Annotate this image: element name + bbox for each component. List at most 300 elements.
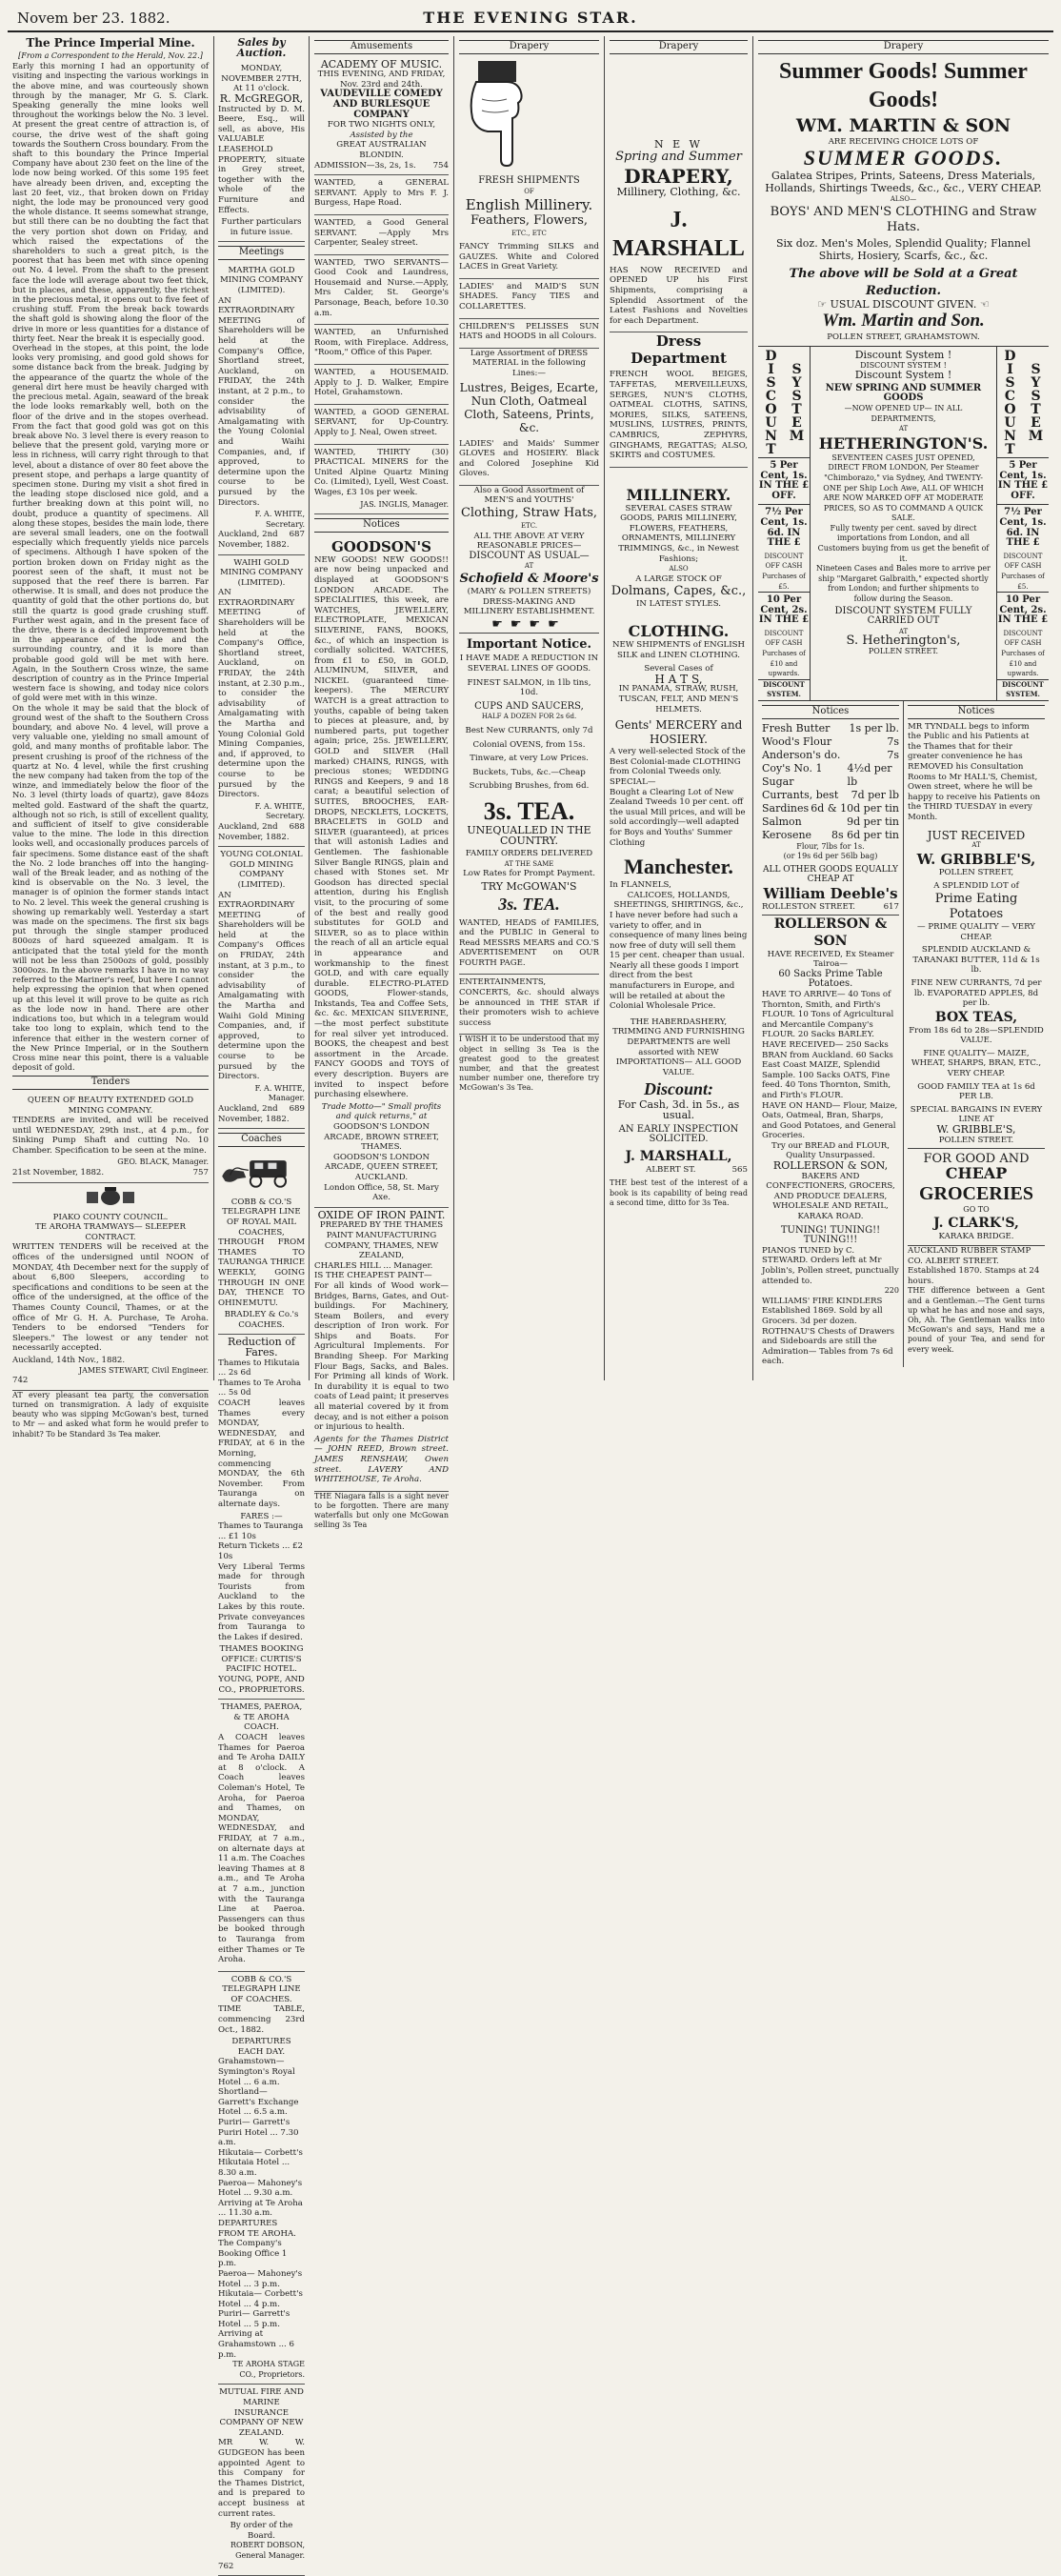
new-spring-goods: NEW SPRING AND SUMMER GOODS [825,382,982,404]
family-tea: GOOD FAMILY TEA at 1s 6d PER LB. [917,1081,1035,1102]
ad-body: WANTED, a GOOD GENERAL SERVANT, for Up-Country. Apply to J. Neal, Owen street. [314,407,449,437]
ad-number: 687 [289,530,305,540]
discount-cash: For Cash, 3d. in 5s., as usual. [617,1098,740,1121]
ad-number: 757 [192,1168,209,1178]
s-hetherington: S. Hetherington's, [846,634,961,649]
ad-signature: F. A. WHITE, Manager. [254,1083,305,1103]
ad-body: TENDERS are invited, and will be received until WEDNESDAY, 29th inst., at 4 p.m., for Sinking Pump Shaft and cutting No. 10 Chamber. Specification to be seen at the mine. [12,1116,209,1156]
currants-item: Best New CURRANTS, only 7d [465,725,593,735]
timetable-row: Shortland— Garrett's Exchange Hotel ... 6.5 a.m. [218,2087,299,2118]
ad-goodsons [314,535,449,1208]
spring-summer: Spring and Summer [615,150,742,165]
brushes-item: Scrubbing Brushes, from 6d. [469,781,590,792]
item-text: CHILDREN'S PELISSES SUN HATS and HOODS in all Colours. [459,321,599,342]
ad-date: THIS EVENING, AND FRIDAY, Nov. 23rd and 24th. [317,70,446,90]
fare-row: Thames to Hikutaia ... 2s 6d [218,1358,300,1379]
manchester-title: Manchester. [624,855,733,879]
tinware-item: Tinware, at very Low Prices. [470,754,589,764]
large-stock: A LARGE STOCK OF [635,574,722,584]
section-header-tenders: Tenders [12,1076,209,1090]
tyndall-notice: MR TYNDALL begs to inform the Public and his Patients at the Thames that for their greater convenience he has REMOVED his Consultation Rooms to Mr HALL'S, Chemist, Owen street, where he will be happy to receive his Patients on the THIRD TUESDAY in every Month. [908,721,1041,822]
wanted-ad [314,215,449,255]
cups-item: CUPS AND SAUCERS, [474,700,584,712]
for-good: FOR GOOD AND [923,1152,1030,1167]
new-label: N E W [654,137,703,151]
coat-of-arms-icon [82,1186,139,1207]
try-mcgowans: TRY McGOWAN'S [481,879,577,893]
usual-discount: USUAL DISCOUNT GIVEN. [830,297,977,311]
reduction-sub: SEVERAL LINES OF GOODS. [467,664,591,674]
tuning: TUNING! TUNING!! TUNING!!! [780,1224,881,1246]
masthead-date: Novem ber 23. 1882. [17,10,170,27]
pc5-box: 5 Per Cent, 1s. IN THE £ OFF. [758,457,810,504]
clothing-straw-hats: Clothing, Straw Hats, [460,506,598,521]
clothing-body: NEW SHIPMENTS of ENGLISH SILK and LINEN CLOTHING. [611,640,746,660]
section-header-drapery: Drapery [459,40,599,54]
tea-headline-2: 3s. TEA. [498,894,560,914]
discount-title: Discount: [643,1079,713,1099]
summer-goods-title: SUMMER GOODS. [803,146,1004,171]
marshall-intro [610,263,748,333]
meeting-young-colonial [218,847,305,1129]
show-assist: Assisted by the [350,130,413,140]
ad-reduction-of-fares [218,1335,305,1700]
calicoes-list: CALICOES, HOLLANDS, SHEETINGS, SHIRTINGS, &c., [613,890,744,911]
pc10-body: DISCOUNT OFF CASH Purchases of £10 and upwards. [762,629,806,678]
price-item: Fresh Butter [762,721,831,735]
price-value: 8s 6d per tin [831,828,899,841]
item-text: LADIES' and Maids' Summer GLOVES and HOSIERY. Black and Colored Josephine Kid Gloves. [459,438,599,479]
prime-quality: — PRIME QUALITY — VERY CHEAP. [917,921,1035,942]
etc-label: ETC., ETC [511,230,547,238]
millinery-title: MILLINERY. [626,485,731,504]
six-doz: Six doz. Men's Moles, Splendid Quality; Flannel Shirts, Hosiery, Scarfs, &c., &c. [775,236,1031,262]
lustres-list: Lustres, Beiges, Ecarte, Nun Cloth, Oatmeal Cloth, Sateens, Prints, &c. [459,380,599,434]
karaka-bridge: KARAKA BRIDGE. [908,1232,1045,1246]
auckland-butter: SPLENDID AUCKLAND & TARANAKI BUTTER, 11d & 1s lb. [912,945,1040,976]
all-other-goods: ALL OTHER GOODS EQUALLY CHEAP AT [762,864,898,885]
splendid-lot: A SPLENDID LOT of [933,881,1019,892]
meeting-waihi [218,555,305,848]
ad-body: WANTED, a HOUSEMAID. Apply to J. D. Walker, Empire Hotel, Grahamstown. [314,368,449,398]
just-received: JUST RECEIVED [927,828,1026,842]
drapery-item [459,436,599,486]
ad-signature: YOUNG, POPE, AND CO., PROPRIETORS. [218,1675,305,1695]
potatoes: 60 Sacks Prime Table Potatoes. [778,968,883,990]
discount-vertical: DISCOUNT [1002,348,1018,455]
ad-signature: TE AROHA STAGE CO., Proprietors. [232,2360,305,2379]
item-text: LADIES' and MAID'S SUN SHADES. Fancy TIES and COLLARETTES. [459,281,599,312]
family-orders: FAMILY ORDERS DELIVERED [465,849,593,859]
column-footer: THE difference between a Gent and a Gentleman.—The Gent turns up what he has and nose and says, Oh, Ah. The Gentleman walks into McGowan's and says, Hand me a pound of your Tea, and send for every week. [908,1286,1045,1354]
price-row [762,722,899,735]
wanted-ad [314,405,449,445]
departures-heading: DEPARTURES EACH DAY. [231,2037,291,2057]
masthead-title: THE EVENING STAR. [423,9,638,27]
receiving-label: ARE RECEIVING CHOICE LOTS OF [828,136,979,147]
pc7-body: DISCOUNT OFF CASH Purchases of £5. [1001,552,1045,591]
ad-maker: PREPARED BY THE THAMES PAINT MANUFACTURING COMPANY, THAMES, NEW ZEALAND, [319,1220,444,1261]
unequalled: UNEQUALLED IN THE COUNTRY. [467,823,591,847]
fare-row: Thames to Tauranga ... £1 10s [218,1521,304,1541]
ad-body: HAS NOW RECEIVED and OPENED UP his First Shipments, comprising a Splendid Assortment of the Latest Fashions and Novelties for each Department. [610,265,748,326]
salmon-item: FINEST SALMON, in 1lb tins, 10d. [467,677,591,698]
pc10-body: DISCOUNT OFF CASH Purchases of £10 and upwards. [1001,629,1045,678]
discount-middle [810,347,997,700]
drapery-item [459,239,599,279]
price-row [762,802,899,815]
wanted-ad [314,325,449,365]
of-label: OF [524,187,534,195]
booking-office: THAMES BOOKING OFFICE: CURTIS'S PACIFIC HOTEL. [219,1644,304,1675]
system-vertical: SYSTEM [1028,361,1044,442]
galatea-list: Galatea Stripes, Prints, Sateens, Dress Materials, Hollands, Shirtings Tweeds, &c., &c., VERY CHEAP. [765,170,1042,195]
english-millinery: English Millinery. [465,196,593,214]
special-bargains: SPECIAL BARGAINS IN EVERY LINE AT [910,1104,1043,1125]
ds-small: DISCOUNT SYSTEM. [758,679,810,700]
notices-split [758,701,1049,1367]
ad-title: COBB & CO.'S TELEGRAPH LINE OF ROYAL MAIL COACHES, [222,1197,301,1238]
price-row [762,749,899,762]
ad-body: WANTED, HEADS of FAMILIES, and the PUBLIC in General to Read MESSRS MEARS and CO.'S ADVERTISEMENT on OUR FOURTH PAGE. [459,917,599,968]
millinery-body: SEVERAL CASES STRAW GOODS, PARIS MILLINERY, FLOWERS, FEATHERS, ORNAMENTS, MILLINERY TRIMMINGS, &c., in Newest Fashions; [618,503,739,564]
price-value: 1s per lb. [849,721,899,735]
also-label: ALSO [669,565,689,574]
price-item: Coy's No. 1 Sugar [762,761,823,788]
timetable-row: Hikutaia— Corbett's Hikutaia Hotel ... 8.30 a.m. [218,2147,303,2178]
heads-of-families [459,916,599,976]
mercery-title: Gents' MERCERY and HOSIERY. [614,718,743,747]
ad-thames-paeroa-coach [218,1700,305,1971]
price-item: Salmon [762,815,802,828]
pointing-hand-icon: ☜ [976,297,990,311]
ad-body: WANTED, a Good General SERVANT. —Apply Mrs Carpenter, Sealey street. [314,217,449,249]
flannels: In FLANNELS, [610,880,671,891]
pollen-street-4: POLLEN STREET. [908,1136,1045,1150]
ad-title: MUTUAL FIRE AND MARINE INSURANCE COMPANY OF NEW ZEALAND. [219,2387,304,2438]
gribble-name: W. GRIBBLE'S, [916,850,1036,868]
tender-piako-county [12,1210,209,1391]
timetable-row: Hikutaia— Corbett's Hotel ... 4 p.m. [218,2289,303,2309]
schofield-address: (MARY & POLLEN STREETS) [467,587,591,597]
timetable-row: DEPARTURES FROM TE AROHA. The Company's Booking Office 1 p.m. [218,2218,296,2269]
pollen-street: POLLEN STREET, GRAHAMSTOWN. [758,332,1049,347]
ad-address: GOODSON'S LONDON ARCADE, QUEEN STREET, AUCKLAND. [324,1152,438,1182]
ad-heading: IS THE CHEAPEST PAINT— [314,1271,432,1281]
boys-clothing: BOYS' AND MEN'S CLOTHING and Straw Hats. [770,204,1037,234]
column-footer: AT every pleasant tea party, the conversation turned on transmigration. A lady of exquisite beauty who was sipping McGowan's best, turned to Mr — and asked what form he would prefer to inhabit? To be Standard 3s Tea maker. [12,1390,209,1439]
ad-academy-of-music [314,57,449,176]
section-header-notices: Notices [762,705,899,719]
pointing-hand-icon: ☞ [817,297,831,311]
ad-title: YOUNG COLONIAL GOLD MINING COMPANY (LIMITED). [220,850,303,890]
ad-date: 21st November, 1882. [12,1168,105,1178]
ad-number: 742 [12,1376,29,1386]
section-header-meetings: Meetings [218,246,305,260]
ad-number: 689 [289,1103,305,1114]
price-row [762,815,899,829]
ad-title: MARTHA GOLD MINING COMPANY (LIMITED). [219,265,304,296]
price-row [762,829,899,842]
ds-small: DISCOUNT SYSTEM. [997,679,1049,700]
ad-motto: Trade Motto—" Small profits and quick returns," at [321,1101,442,1122]
price-value: 6d & 10d per tin [811,801,899,815]
column-footer: THE best test of the interest of a book is its capability of being read a second time, ditto for 3s Tea. [610,1178,748,1207]
box-teas: BOX TEAS, [934,1009,1018,1025]
ad-oxide-of-iron-paint [314,1208,449,1492]
ad-number: 617 [883,902,899,912]
to-arrive: HAVE TO ARRIVE— 40 Tons of Thornton, Smith, and Firth's FLOUR. 10 Tons of Agricultural and Mercantile Company's FLOUR. 20 Sacks BARLEY. [762,989,894,1040]
section-header-sales: Sales by Auction. [236,36,287,59]
ad-number: 754 [432,160,449,171]
show-star: GREAT AUSTRALIAN BLONDIN. [336,140,427,160]
ad-manager: CHARLES HILL ... Manager. [314,1260,433,1271]
ad-body: AN EXTRAORDINARY MEETING of Shareholders will be held at the Company's Office, Shortland street, Auckland, on FRIDAY, the 24th instant, at 2 p.m., to consider the advisability of Amalgamating with the Young Colonial and Waihi Companies, and, if approved, to determine upon the course to be pursued by the Directors. [218,295,305,508]
usual-discount-row [758,297,1049,311]
special-body: Bought a Clearing Lot of New Zealand Tweeds 10 per cent. off the usual Mill prices, and will be sold accordingly—well adapted for Boys and Youths' Summer Clothing [610,787,746,848]
column-footer: I WISH it to be understood that my object in selling 3s Tea is the greatest good to the greatest number, and that the greatest number number one, therefore try McGowan's 3s Tea. [459,1035,599,1093]
timetable-row: Puriri— Garrett's Hotel ... 5 p.m. Arriving at Grahamstown ... 6 p.m. [218,2309,294,2360]
pc5-box: 5 Per Cent, 1s. IN THE £ OFF. [997,457,1049,504]
rubber-stamp: AUCKLAND RUBBER STAMP CO. ALBERT STREET. Established 1870. Stamps at 24 hours. [908,1246,1040,1286]
clark-name: J. CLARK'S, [933,1216,1019,1232]
ad-body: MR W. W. GUDGEON has been appointed Agent to this Company for the Thames District, and is prepared to accept business at current rates. [218,2438,305,2519]
pianos-tuned: PIANOS TUNED by C. STEWARD. Orders left at Mr Joblin's, Pollen street, punctually attended to. [762,1245,899,1286]
summer-goods-headline: Summer Goods! Summer Goods! [779,58,1028,112]
groceries: GROCERIES [918,1182,1034,1204]
at-label-2: AT [898,627,909,635]
prime-potatoes: Prime Eating Potatoes [934,891,1018,921]
ad-date: Auckland, 2nd November, 1882. [218,1103,290,1124]
column-drapery-martin [752,36,1053,1380]
price-item: Currants, best [762,788,839,801]
ad-body: AN EXTRAORDINARY MEETING of Shareholders will be held at the Company's Offices on FRIDAY, 24th instant, at 3 p.m., to consider the advisability of Amalgamating with the Martha and Waihi Gold Mining Companies, and, if approved, to determine upon the course to be pursued by the Directors. [218,890,305,1082]
fare-row: Thames to Te Aroha ... 5s 0d [218,1378,302,1399]
on-hand: HAVE ON HAND— Flour, Maize, Oats, Oatmeal, Bran, Sharps, and Good Potatoes, and General Groceries. [762,1100,898,1141]
notices-left [758,701,903,1367]
price-item: Anderson's do. [762,748,841,761]
manchester-body: I have never before had such a variety to offer, and in consequence of many lines being now free of duty will sell them 15 per cent. cheaper than usual. Nearly all these goods I import direct from the best manufacturers in Europe, and will be retailed at about the Colonial Wholesale Price. [610,910,748,1012]
show-nights: FOR TWO NIGHTS ONLY, [327,120,436,131]
ad-date: Auckland, 2nd November, 1882. [218,530,290,550]
drapery-item: Large Assortment of DRESS MATERIAL in the following Lines:— [470,348,589,378]
column-amusements-notices [309,36,453,1530]
drapery-item: Also a Good Assortment of MEN'S and YOUTHS' [473,485,585,506]
column-prince-imperial [8,36,213,1439]
pointing-hand-icon [459,61,535,166]
pollen-street-3: POLLEN STREET, [938,867,1014,877]
hats-title: H A T S, [654,672,703,686]
discount-vertical: DISCOUNT [763,348,779,455]
all-above: ALL THE ABOVE AT VERY REASONABLE PRICES— [473,531,585,552]
bakers: BAKERS AND CONFECTIONERS, GROCERS, AND PRODUCE DEALERS, WHOLESALE AND RETAIL, KARAKA ROAD. [766,1171,895,1222]
price-value: 4½d per lb [847,761,892,788]
masthead [8,4,1053,32]
price-item: Kerosene [762,828,812,841]
meeting-martha [218,263,305,555]
ad-cobb-time-table [218,1972,305,2385]
ad-signature: F. A. WHITE, Secretary. [254,510,305,529]
timetable-row: Puriri— Garrett's Puriri Hotel ... 7.30 a.m. [218,2118,299,2148]
pc7-body: DISCOUNT OFF CASH Purchases of £5. [762,552,806,591]
hats-body: IN PANAMA, STRAW, RUSH, TUSCAN, FELT, AND MEN'S HELMETS. [618,684,739,714]
special-label: SPECIAL— [610,776,656,787]
ad-title: WAIHI GOLD MINING COMPANY (LIMITED). [219,557,304,588]
reduction-notice: I HAVE MADE A REDUCTION IN [459,654,599,664]
buckets-item: Buckets, Tubs, &c.—Cheap [472,767,586,777]
ad-signature: JAMES STEWART, Civil Engineer. [78,1365,209,1375]
seventeen-cases: SEVENTEEN CASES JUST OPENED, DIRECT FROM LONDON, Per Steamer "Chimborazo," via Sydney, And TWENTY-ONE per Ship Loch Awe, ALL OF WHICH ARE NOW MARKED OFF AT MODERATE PRICES, SO AS TO COMMAND A QUICK SALE. [823,453,984,523]
price-row [762,789,899,802]
flour-note: Flour, 7lbs for 1s. [796,841,865,851]
at-label: AT [971,841,981,850]
ad-title: ACADEMY OF MUSIC. [320,57,443,70]
ad-body: NEW GOODS! NEW GOODS!! are now being unpacked and displayed at GOODSON'S LONDON ARCADE. The SPECIALITIES, this week, are WATCHES, JEWELLERY, ELECTROPLATE, MEXICAN SILVERINE, FANS, BOOKS, &c., of which an inspection is cordially solicited. WATCHES, from £1 to £50, in GOLD, ALUMINUM, SILVER, and NICKEL (guaranteed time-keepers). The MERCURY WATCH is a great attraction to youths, capable of being taken to pieces at pleasure, and, by numbered parts, put together again; price, 25s. JEWELLERY, GOLD and SILVER (Hall marked) CHAINS, RINGS, with precious stones; WEDDING RINGS and Keepers, 9 and 18 carat; a beautiful selection of SUITES, BROOCHES, EAR-DROPS, NECKLETS, LOCKETS, BRACELETS in GOLD and SILVER (guaranteed), at prices that will astonish Ladies and Gentlemen. The fashionable Silver Bangle RINGS, plain and chased with Stones set. Mr Goodson has directed special attention, during his English visit, to the procuring of some of the best and really good substitutes for GOLD and SILVER, so as to place within the reach of all an article equal in appearance and workmanship to the finest GOLD, and with care equally durable. ELECTRO-PLATED GOODS, Flower-stands, Inkstands, Tea and Coffee Sets, &c. &c. MEXICAN SILVERINE,—the most perfect substitute for real silver yet introduced. BOOKS, the cheapest and best assortment in the Arcade. FANCY GOODS and TOYS of every description. Buyers are invited to inspect before purchasing elsewhere. [314,554,449,1100]
ad-body: TIME TABLE, commencing 23rd Oct., 1882. [218,2004,305,2035]
show-name: VAUDEVILLE COMEDY AND BURLESQUE COMPANY [320,89,443,120]
ad-body: ENTERTAINMENTS, CONCERTS, &c. should always be announced in THE STAR if their promoters wish to achieve success [459,977,599,1028]
fresh-shipments: FRESH SHIPMENTS [478,175,580,187]
ad-title: THAMES, PAEROA, & TE AROHA COACH. [220,1702,303,1733]
ad-number: 220 [884,1286,899,1296]
price-value: 7s [887,735,899,748]
price-value: 7d per lb [851,788,899,801]
ad-title: OXIDE OF IRON PAINT. [317,1208,446,1221]
wanted-ad [314,255,449,326]
system-vertical: SYSTEM [789,361,805,442]
drapery-title: DRAPERY, [624,165,733,189]
ad-body: A COACH leaves Thames for Paeroa and Te Aroha DAILY at 8 o'clock. A Coach leaves Coleman's Hotel, Te Aroha, for Paeroa and Thames, on MONDAY, WEDNESDAY, and FRIDAY, at 7 a.m., on alternate days at 11 a.m. The Coaches leaving Thames at 8 a.m., and Te Aroha at 7 a.m., junction with the Tauranga Line at Paeroa. Passengers can thus be booked through to Tauranga from either Thames or Te Aroha. [218,1733,305,1965]
decorative-hand-icons: ☛☛☛☛ [459,620,599,634]
article-paragraph: Early this morning I had an opportunity of visiting and inspecting the various workings in the above mine, and was courteously shown through by the manager, Mr G. S. Clark. Speaking generally the mine looks well throughout the workings below the No. 3 level. At present the great centre of attraction is, of course, the drive west of the shaft going towards the Southern Cross boundary. From the shaft to this boundary the Prince Imperial Company have about 230 feet on the line of the lode now being worked. Of this some 195 feet have already been driven, and, excepting the last 20 feet, viz., that broken down on Friday night, the lode may be pronounced very good the whole distance. It seems somewhat strange, but still there can be no doubting the fact that the very portion shot down on Friday, and which raised the expectations of the shareholders to such a great pitch, is the poorest that has been met with since opening out No. 4 level. From the shaft to the present face the lode will average about two feet thick, but in places, and these, apparently, the richest in the precious metal, it opens out to five feet of crushing stuff. From the break back towards the shaft gold is showing along the floor of the drive in more or less quantities for a distance of thirty feet. Near the break it is especially good. [12,61,209,343]
article-paragraph: On the whole it may be said that the block of ground west of the shaft to the Southern Cross boundary, and above No. 4 level, will prove a very valuable one, yielding no small amount of gold, and many months of profitable labor. The present crushing is proof of the richness of the quartz at No. 4 level, while the first crushing the new company had taken from the top of the winze, and immediately below the floor of the No. 3 level (thirty loads of quartz), gave 84ozs melted gold. Eastward of the shaft the quartz, although not so rich, is still of excellent quality, and sufficient of itself to give considerable value to the mine. The lode in this direction looks well, and occasionally produces parcels of fair specimens. Some distance east of the shaft the No. 2 lode branches off into the hanging-wall of the Break leader, and as nothing of the kind is observable on the No. 3 level, the manager is of opinion the former stands intact to No. 2 level. This week the general crushing is showing up remarkably well. Yesterday a start was made on the specimens. The first six bags put through the single stamper produced 800ozs of hard squeezed amalgam. It is anticipated that the total yield for the month will not be less than 2500ozs of gold, possibly 3000ozs. In the above remarks I have in no way referred to the Mariner's reef, but here I cannot help expressing the opinion that when opened up at this level it will prove to be quite as rich as the lode now in hand. There are other indications too, but which in a telegram would take too long to explain, which tend to the inference that either in the western corner of the New Prince Imperial, or in the Southern Cross mine near this point, there is a valuable deposit of gold. [12,702,209,1073]
timetable-row: Paeroa— Mahoney's Hotel ... 9.30 a.m. Arriving at Te Aroha ... 11.30 a.m. [218,2178,303,2219]
ad-title: COBB & CO.'S TELEGRAPH LINE OF COACHES. [222,1974,301,2004]
important-notice-title: Important Notice. [466,637,592,653]
low-rates: Low Rates for Prompt Payment. [463,869,595,879]
early-inspection: AN EARLY INSPECTION SOLICITED. [618,1123,739,1145]
ad-body: WANTED, THIRTY (30) PRACTICAL MINERS for the United Alpine Quartz Mining Co. (Limited), Lyell, West Coast. Wages, £3 10s per week. [314,447,449,497]
auctioneer-name: R. McGREGOR, [219,91,304,105]
rollerson-name-2: ROLLERSON & SON, [772,1159,889,1173]
section-header-drapery: Drapery [610,40,748,54]
column-drapery-marshall [604,36,752,1380]
gribble-name-2: W. GRIBBLE'S, [936,1123,1016,1137]
schofield-moore: Schofield & Moore's [459,572,599,587]
article-title: The Prince Imperial Mine. [26,36,195,50]
several-cases: Several Cases of [644,664,713,674]
ds-line-1: Discount System ! [854,348,952,361]
article-paragraph: Overhead in the stopes, at this point, the lode looks very promising, and good gold shows for some distance back from the break. Judging by the appearance of the quartz the whole of the general dirt here must be heavily charged with the precious metal. Again, seaward of the break the lode looks remarkably well, both on the floor of the drive and in the stopes overhead. From the fact that good gold was got on this break above No. 3 level there is every reason to believe that the present gold, varying more or less in richness, will carry right through to that level, about a distance of over 80 feet above the present stope, and perhaps a large quantity of specimen stone. During my visit a shot fired in the leading stope disclosed nice gold, and a further breaking down at this point will, no doubt, produce a quantity of specimens. All along these stopes, besides the main lode, there are several small leaders, one on the footwall especially which frequently yields nice parcels of specimens. Although I have spoken of the portion broken down on Friday night as the poorest seen of the shaft, it must not be supposed that the reef there is barren. Far otherwise. It is small, and does not produce the quantity of gold that the other portions do, but still the quartz is good grade crushing stuff. Further west again, and in the present face of the drive, there is a decided improvement both in the appearance of the lode and the surrounding country, and it is more than probable good gold will be met with here. Again, in the Southern Cross winze, the same description of country as in the Prince Imperial western face is showing, and today nice colors of gold were met with in this winze. [12,343,209,703]
ds-line-2: DISCOUNT SYSTEM ! [860,360,947,370]
price-value: 9d per tin [847,815,899,828]
ad-date: Auckland, 14th Nov., 1882. [12,1355,126,1365]
etc-label: ETC. [520,522,538,531]
notices-right [903,701,1049,1367]
price-row [762,762,899,789]
ad-note: Very Liberal Terms made for through Tourists from Auckland to the Lakes by this route. Private conveyances from Tauranga to the Lakes if desired. [218,1561,305,1642]
fully-twenty: Fully twenty per cent. saved by direct importations from London, and all Customers buying from us get the benefit of it. [817,523,990,563]
price-row [762,735,899,749]
pollen-street-2: POLLEN STREET. [868,647,939,655]
hetheringtons: HETHERINGTON'S. [818,433,989,453]
rothnau-chests: ROTHNAU'S Chests of Drawers and Sideboards are still the Admiration— Tables from 7s 6d each. [762,1326,895,1367]
ad-cobb-royal-mail [218,1195,305,1336]
ad-body: For all kinds of Wood work—Bridges, Barns, Gates, and Out-buildings. For Machinery, Steam Boilers, and every description of Iron work. For Ships and Boats. For Agricultural Implements. For Branding Sheep. For Marking Flour Bags, Sacks, and Bales. For Priming all kinds of Work. In durability it is equal to two coats of Lead paint; it preserves all material covered by it from decay, and is not either a poison or injurious to health. [314,1280,449,1433]
ad-note: Further particulars in future issue. [221,217,302,237]
go-to: GO TO [963,1204,990,1214]
mercery-body: A very well-selected Stock of the Best Colonial-made CLOTHING from Colonial Tweeds only. [610,747,746,777]
feathers-flowers: Feathers, Flowers, [470,213,589,229]
ad-body: WANTED, an Unfurnished Room, with Fireplace. Address, "Room," Office of this Paper. [314,328,449,358]
ad-price: ADMISSION—3s, 2s, 1s. [314,160,416,171]
ad-number: 565 [731,1164,748,1175]
ad-signature: GEO. BLACK, Manager. [117,1157,209,1167]
ad-date: Auckland, 2nd November, 1882. [218,821,290,842]
marshall-name-2: J. MARSHALL, [625,1148,732,1164]
hetherington-discount-box [758,347,1049,701]
ad-signature: JAS. INGLIS, Manager. [360,499,449,509]
ad-title: PIAKO COUNTY COUNCIL. [52,1212,169,1222]
now-opened: —NOW OPENED UP— IN ALL DEPARTMENTS, [844,403,963,423]
dress-list [610,367,748,467]
discount-left [758,347,810,700]
drapery-item [459,319,599,349]
wanted-ad [314,175,449,215]
cups-sub: HALF A DOZEN FOR 2s 6d. [481,713,577,721]
cheap: CHEAP [945,1163,1008,1182]
ad-body: WRITTEN TENDERS will be received at the offices of the undersigned until NOON of MONDAY, 4th December next for the supply of about 6,800 Sleepers, according to specifications and conditions to be seen at the office of the undersigned, at the office of the Thames County Council, Thames, or at the office of Mr G. H. A. Purchase, Te Aroha. Tenders to be endorsed "Tenders for Sleepers." The lowest or any tender not necessarily accepted. [12,1242,209,1354]
entertainments-notice [459,975,599,1035]
fare-row: Return Tickets ... £2 10s [218,1541,303,1561]
marshall-name: J. MARSHALL [612,207,745,261]
same-label: AT THE SAME [504,859,554,868]
section-header-drapery: Drapery [758,40,1049,54]
pc10-box: 10 Per Cent, 2s. IN THE £ [758,592,810,629]
ad-number: 688 [289,821,305,832]
ad-address: London Office, 58, St. Mary Axe. [324,1182,439,1203]
ad-date: MONDAY, NOVEMBER 27TH, At 11 o'clock. [221,64,302,94]
nineteen-cases: Nineteen Cases and Bales more to arrive per ship "Margaret Galbraith," expected shortly from London; and further shipments to follow during the Season. [816,564,991,604]
fire-kindlers: WILLIAMS' FIRE KINDLERS Established 1869. Sold by all Grocers. 3d per dozen. [762,1296,883,1326]
at-label: AT [524,562,534,571]
new-currants: FINE NEW CURRANTS, 7d per lb. EVAPORATED APPLES, 8d per lb. [911,977,1042,1009]
ds-carried: DISCOUNT SYSTEM FULLY CARRIED OUT [834,605,972,627]
bread-flour: Try our BREAD and FLOUR, Quality Unsurpassed. [771,1140,890,1161]
ad-agents: Agents for the Thames District— JOHN REED, Brown street. JAMES RENSHAW, Owen street. LAVERY AND WHITEHOUSE, Te Aroha. [314,1434,449,1485]
column-drapery-schofield [453,36,604,1380]
timetable-row: Grahamstown— Symington's Royal Hotel ... 6 a.m. [218,2057,295,2087]
ad-body: Instructed by D. M. Beere, Esq., will sell, as above, His VALUABLE LEASEHOLD PROPERTY, situate in Grey street, together with the whole of the Furniture and Effects. [218,104,305,215]
ad-address: GOODSON'S LONDON ARCADE, BROWN STREET, THAMES. [324,1122,439,1153]
fine-quality: FINE QUALITY— MAIZE, WHEAT, SHARPS, BRAN, ETC., VERY CHEAP. [911,1048,1042,1079]
rolleston-street: ROLLESTON STREET. [762,902,855,912]
price-item: Sardines [762,801,810,815]
timetable-row: Paeroa— Mahoney's Hotel ... 3 p.m. [218,2268,303,2289]
ad-note: By order of the Board. [230,2521,293,2541]
at-label: AT [898,425,909,433]
section-header-coaches: Coaches [218,1133,305,1147]
drapery-item [459,279,599,319]
pc7-box: 7½ Per Cent, 1s. 6d. IN THE £ [758,504,810,551]
ad-body: WANTED, TWO SERVANTS—Good Cook and Laundress, Housemaid and Nurse.—Apply, Mrs Calder, St. George's Parsonage, Beach, before 10.30 a.m. [314,257,449,318]
rollerson-name: ROLLERSON & SON [773,916,888,949]
column-footer: THE Niagara falls is a sight never to be forgotten. There are many waterfalls but only one McGowan selling 3s Tea [314,1491,449,1530]
millinery-clothing: Millinery, Clothing, &c. [616,186,741,199]
grocery-price-list [762,722,899,842]
discount-as-usual: DISCOUNT AS USUAL— [469,550,590,561]
deeble-name: William Deeble's [763,885,898,902]
